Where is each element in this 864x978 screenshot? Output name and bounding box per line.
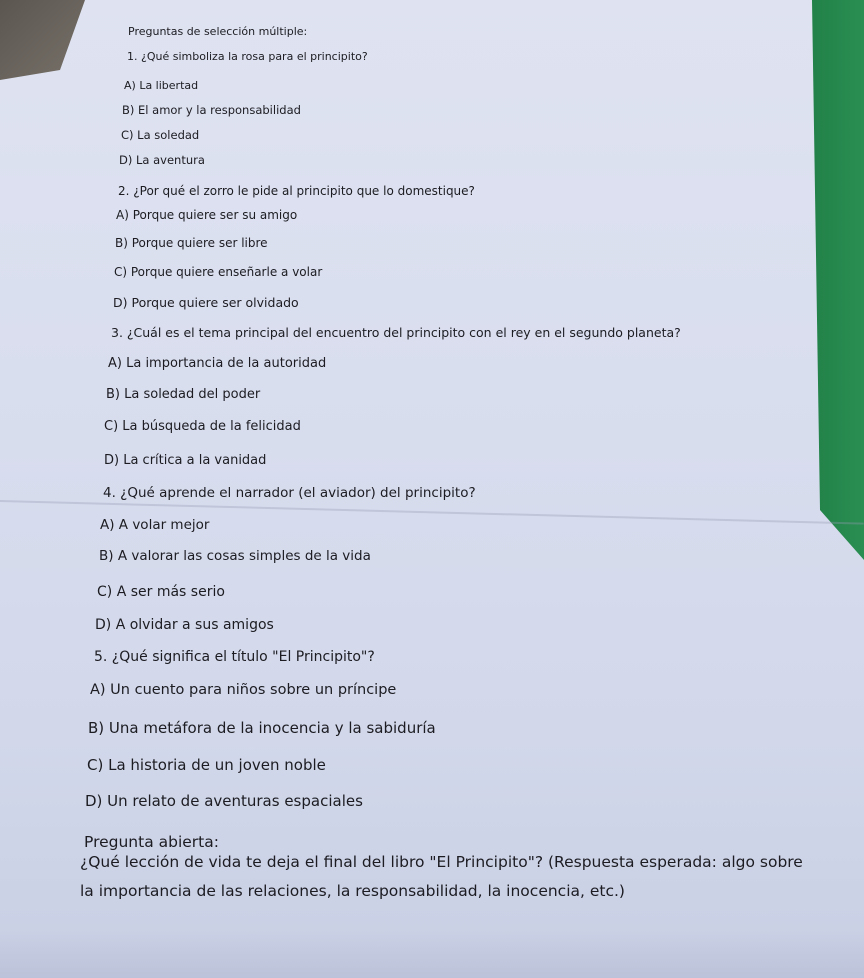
q5-option-a: A) Un cuento para niños sobre un príncipe	[90, 682, 397, 698]
q1-option-b: B) El amor y la responsabilidad	[122, 103, 301, 117]
question-5: 5. ¿Qué significa el título "El Principito"?	[94, 649, 375, 665]
question-4: 4. ¿Qué aprende el narrador (el aviador) del principito?	[103, 485, 476, 501]
q3-option-a: A) La importancia de la autoridad	[108, 356, 327, 371]
paper-shadow	[0, 930, 864, 978]
q4-option-b: B) A valorar las cosas simples de la vida	[99, 548, 371, 564]
q4-option-c: C) A ser más serio	[97, 584, 225, 600]
q5-option-c: C) La historia de un joven noble	[87, 756, 326, 774]
q3-option-d: D) La crítica a la vanidad	[104, 453, 267, 468]
open-question-line-2: la importancia de las relaciones, la responsabilidad, la inocencia, etc.)	[80, 882, 625, 900]
q1-option-c: C) La soledad	[121, 128, 200, 142]
q4-option-d: D) A olvidar a sus amigos	[95, 617, 274, 633]
q1-option-a: A) La libertad	[124, 79, 199, 92]
q5-option-d: D) Un relato de aventuras espaciales	[85, 792, 363, 810]
q2-option-c: C) Porque quiere enseñarle a volar	[114, 265, 323, 279]
open-question-heading: Pregunta abierta:	[84, 833, 219, 851]
q5-option-b: B) Una metáfora de la inocencia y la sabiduría	[88, 719, 436, 737]
q2-option-b: B) Porque quiere ser libre	[115, 236, 268, 250]
question-2: 2. ¿Por qué el zorro le pide al principito que lo domestique?	[118, 184, 475, 198]
question-1: 1. ¿Qué simboliza la rosa para el principito?	[127, 50, 368, 63]
q2-option-d: D) Porque quiere ser olvidado	[113, 295, 299, 310]
section-heading: Preguntas de selección múltiple:	[128, 25, 308, 38]
q3-option-c: C) La búsqueda de la felicidad	[104, 419, 301, 434]
q4-option-a: A) A volar mejor	[100, 517, 210, 533]
q1-option-d: D) La aventura	[119, 153, 205, 167]
question-3: 3. ¿Cuál es el tema principal del encuentro del principito con el rey en el segundo planeta?	[111, 325, 681, 340]
q3-option-b: B) La soledad del poder	[106, 387, 261, 402]
q2-option-a: A) Porque quiere ser su amigo	[116, 208, 298, 222]
open-question-line-1: ¿Qué lección de vida te deja el final del libro "El Principito"? (Respuesta esperada: algo sobre	[80, 853, 803, 871]
